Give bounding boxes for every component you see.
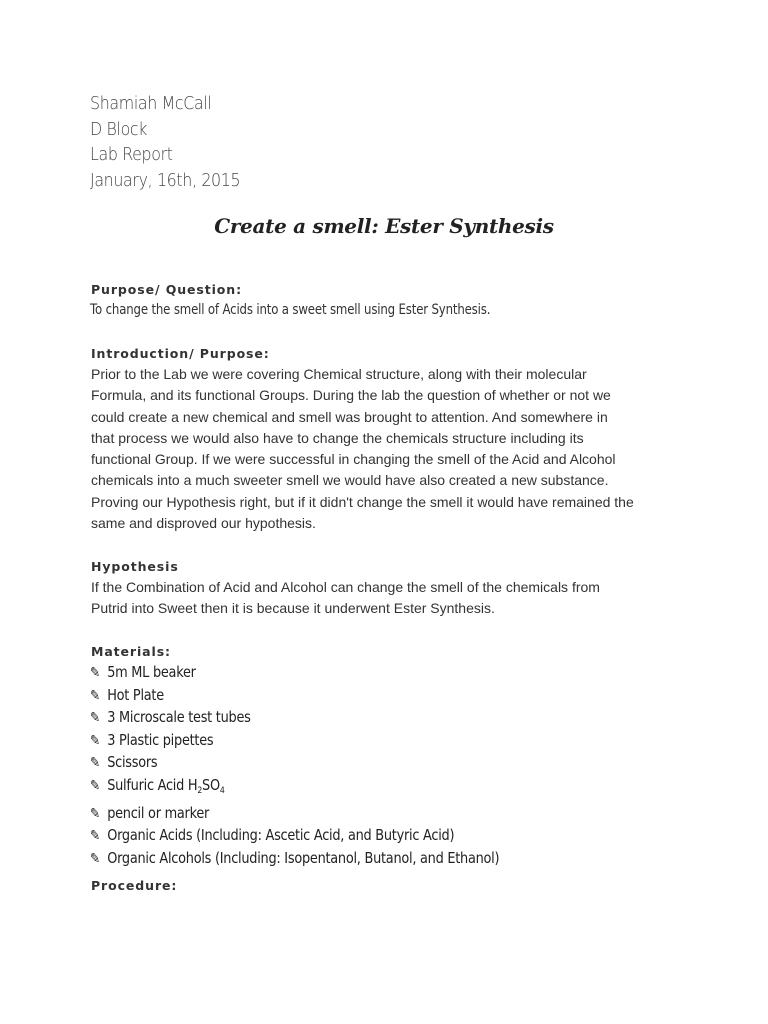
list-item bbox=[90, 685, 499, 708]
pencil-icon: ✎ bbox=[90, 828, 100, 845]
introduction-line: could create a new chemical and smell was brought to attention. And somewhere in bbox=[91, 408, 608, 425]
hypothesis-line: Putrid into Sweet then it is because it underwent Ester Synthesis. bbox=[91, 600, 495, 617]
introduction-label: Introduction/ Purpose: bbox=[91, 346, 270, 361]
pencil-icon: ✎ bbox=[90, 755, 100, 772]
purpose-text: To change the smell of Acids into a sweet smell using Ester Synthesis. bbox=[90, 302, 491, 318]
pencil-icon: ✎ bbox=[90, 777, 100, 794]
material-text: Scissors bbox=[107, 753, 158, 772]
list-item bbox=[90, 730, 499, 753]
introduction-line: that process we would also have to change the chemicals structure including its bbox=[91, 429, 584, 446]
introduction-paragraph bbox=[91, 364, 691, 534]
pencil-icon: ✎ bbox=[90, 805, 100, 822]
materials-label: Materials: bbox=[91, 644, 171, 659]
report-date: January, 16th, 2015 bbox=[90, 169, 241, 191]
list-item bbox=[90, 803, 499, 826]
document-title: Create a smell: Ester Synthesis bbox=[214, 214, 554, 238]
pencil-icon: ✎ bbox=[90, 850, 100, 867]
pencil-icon: ✎ bbox=[90, 732, 100, 749]
material-text: Hot Plate bbox=[107, 685, 164, 704]
material-text: 5m ML beaker bbox=[107, 663, 196, 681]
materials-list bbox=[90, 662, 566, 870]
material-text: pencil or marker bbox=[107, 803, 210, 822]
purpose-label: Purpose/ Question: bbox=[91, 282, 242, 297]
sulfuric-acid-text bbox=[107, 776, 224, 794]
header-block bbox=[90, 91, 240, 193]
material-text: Organic Alcohols (Including: Isopentanol, Butanol, and Ethanol) bbox=[107, 848, 500, 867]
list-item bbox=[90, 775, 499, 803]
pencil-icon: ✎ bbox=[90, 687, 100, 704]
subscript: 2 bbox=[197, 785, 203, 796]
pencil-icon: ✎ bbox=[90, 710, 100, 727]
pencil-icon: ✎ bbox=[90, 665, 100, 681]
introduction-line: Formula, and its functional Groups. During the lab the question of whether or not we bbox=[91, 387, 611, 404]
introduction-line: Prior to the Lab we were covering Chemical structure, along with their molecular bbox=[91, 366, 587, 382]
list-item bbox=[90, 825, 499, 848]
hypothesis-line: If the Combination of Acid and Alcohol can change the smell of the chemicals from bbox=[91, 579, 600, 595]
material-text: Organic Acids (Including: Ascetic Acid, and Butyric Acid) bbox=[107, 826, 455, 845]
sulfuric-prefix: Sulfuric Acid H bbox=[107, 775, 198, 794]
author-name: Shamiah McCall bbox=[90, 93, 212, 114]
introduction-line: Proving our Hypothesis right, but if it didn't change the smell it would have remained the bbox=[91, 493, 634, 510]
report-type: Lab Report bbox=[90, 144, 173, 165]
sulfuric-mid: SO bbox=[202, 775, 220, 794]
introduction-line: same and disproved our hypothesis. bbox=[91, 515, 316, 532]
introduction-line: functional Group. If we were successful in changing the smell of the Acid and Alcohol bbox=[91, 451, 616, 468]
class-block: D Block bbox=[90, 118, 148, 140]
list-item bbox=[90, 848, 499, 871]
list-item bbox=[90, 707, 499, 730]
list-item bbox=[90, 662, 499, 685]
material-text: 3 Plastic pipettes bbox=[107, 730, 214, 749]
subscript: 4 bbox=[219, 785, 225, 796]
hypothesis-paragraph bbox=[91, 577, 691, 620]
material-text: 3 Microscale test tubes bbox=[107, 708, 251, 727]
list-item bbox=[90, 752, 499, 775]
procedure-label: Procedure: bbox=[91, 878, 178, 893]
hypothesis-label: Hypothesis bbox=[91, 559, 179, 574]
introduction-line: chemicals into a much sweeter smell we would have also created a new substance. bbox=[91, 472, 609, 489]
